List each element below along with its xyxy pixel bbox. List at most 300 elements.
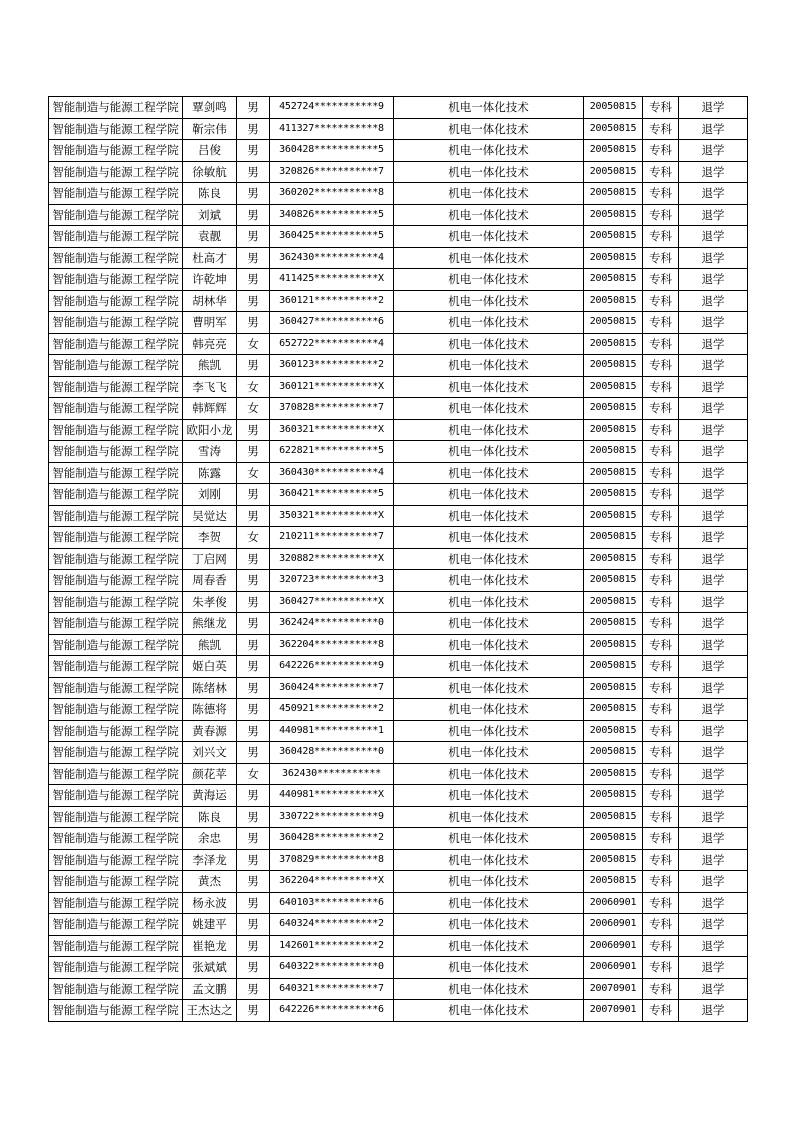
id-number-cell: 320723***********3	[270, 570, 394, 592]
gender-cell: 男	[237, 570, 270, 592]
college-cell: 智能制造与能源工程学院	[49, 140, 183, 162]
college-cell: 智能制造与能源工程学院	[49, 591, 183, 613]
enroll-date-cell: 20050815	[584, 333, 643, 355]
gender-cell: 男	[237, 118, 270, 140]
gender-cell: 女	[237, 527, 270, 549]
major-cell: 机电一体化技术	[394, 591, 584, 613]
major-cell: 机电一体化技术	[394, 204, 584, 226]
status-cell: 退学	[679, 613, 748, 635]
enroll-date-cell: 20050815	[584, 742, 643, 764]
major-cell: 机电一体化技术	[394, 914, 584, 936]
enroll-date-cell: 20050815	[584, 828, 643, 850]
table-row	[49, 742, 748, 764]
college-cell: 智能制造与能源工程学院	[49, 204, 183, 226]
major-cell: 机电一体化技术	[394, 806, 584, 828]
table-row	[49, 935, 748, 957]
major-cell: 机电一体化技术	[394, 978, 584, 1000]
level-cell: 专科	[643, 914, 679, 936]
level-cell: 专科	[643, 957, 679, 979]
table-row	[49, 699, 748, 721]
student-name-cell: 黄海运	[183, 785, 237, 807]
enroll-date-cell: 20050815	[584, 656, 643, 678]
status-cell: 退学	[679, 957, 748, 979]
student-name-cell: 熊继龙	[183, 613, 237, 635]
status-cell: 退学	[679, 742, 748, 764]
gender-cell: 男	[237, 204, 270, 226]
level-cell: 专科	[643, 720, 679, 742]
status-cell: 退学	[679, 118, 748, 140]
college-cell: 智能制造与能源工程学院	[49, 183, 183, 205]
level-cell: 专科	[643, 785, 679, 807]
status-cell: 退学	[679, 161, 748, 183]
table-row	[49, 527, 748, 549]
status-cell: 退学	[679, 763, 748, 785]
level-cell: 专科	[643, 118, 679, 140]
college-cell: 智能制造与能源工程学院	[49, 935, 183, 957]
status-cell: 退学	[679, 462, 748, 484]
gender-cell: 男	[237, 892, 270, 914]
enroll-date-cell: 20050815	[584, 398, 643, 420]
enroll-date-cell: 20050815	[584, 677, 643, 699]
id-number-cell: 340826***********5	[270, 204, 394, 226]
level-cell: 专科	[643, 226, 679, 248]
table-row	[49, 290, 748, 312]
enroll-date-cell: 20070901	[584, 978, 643, 1000]
major-cell: 机电一体化技术	[394, 871, 584, 893]
gender-cell: 男	[237, 226, 270, 248]
id-number-cell: 360425***********5	[270, 226, 394, 248]
college-cell: 智能制造与能源工程学院	[49, 613, 183, 635]
enroll-date-cell: 20050815	[584, 462, 643, 484]
student-name-cell: 陈德将	[183, 699, 237, 721]
gender-cell: 男	[237, 871, 270, 893]
table-row	[49, 677, 748, 699]
status-cell: 退学	[679, 269, 748, 291]
level-cell: 专科	[643, 97, 679, 119]
level-cell: 专科	[643, 699, 679, 721]
student-name-cell: 熊凯	[183, 634, 237, 656]
status-cell: 退学	[679, 290, 748, 312]
level-cell: 专科	[643, 484, 679, 506]
table-row	[49, 548, 748, 570]
level-cell: 专科	[643, 656, 679, 678]
table-row	[49, 828, 748, 850]
id-number-cell: 440981***********X	[270, 785, 394, 807]
id-number-cell: 370828***********7	[270, 398, 394, 420]
id-number-cell: 360321***********X	[270, 419, 394, 441]
id-number-cell: 642226***********9	[270, 656, 394, 678]
major-cell: 机电一体化技术	[394, 699, 584, 721]
college-cell: 智能制造与能源工程学院	[49, 312, 183, 334]
level-cell: 专科	[643, 247, 679, 269]
major-cell: 机电一体化技术	[394, 763, 584, 785]
college-cell: 智能制造与能源工程学院	[49, 720, 183, 742]
level-cell: 专科	[643, 161, 679, 183]
id-number-cell: 622821***********5	[270, 441, 394, 463]
student-name-cell: 刘刚	[183, 484, 237, 506]
id-number-cell: 640321***********7	[270, 978, 394, 1000]
status-cell: 退学	[679, 871, 748, 893]
status-cell: 退学	[679, 226, 748, 248]
college-cell: 智能制造与能源工程学院	[49, 871, 183, 893]
table-row	[49, 505, 748, 527]
major-cell: 机电一体化技术	[394, 118, 584, 140]
enroll-date-cell: 20050815	[584, 591, 643, 613]
level-cell: 专科	[643, 183, 679, 205]
table-row	[49, 849, 748, 871]
id-number-cell: 360121***********X	[270, 376, 394, 398]
student-name-cell: 陈绪林	[183, 677, 237, 699]
major-cell: 机电一体化技术	[394, 226, 584, 248]
student-name-cell: 杨永波	[183, 892, 237, 914]
id-number-cell: 360421***********5	[270, 484, 394, 506]
college-cell: 智能制造与能源工程学院	[49, 226, 183, 248]
level-cell: 专科	[643, 333, 679, 355]
college-cell: 智能制造与能源工程学院	[49, 484, 183, 506]
college-cell: 智能制造与能源工程学院	[49, 376, 183, 398]
enroll-date-cell: 20050815	[584, 849, 643, 871]
id-number-cell: 411425***********X	[270, 269, 394, 291]
level-cell: 专科	[643, 677, 679, 699]
level-cell: 专科	[643, 441, 679, 463]
gender-cell: 男	[237, 806, 270, 828]
student-name-cell: 熊凯	[183, 355, 237, 377]
college-cell: 智能制造与能源工程学院	[49, 247, 183, 269]
gender-cell: 女	[237, 398, 270, 420]
enroll-date-cell: 20050815	[584, 441, 643, 463]
level-cell: 专科	[643, 591, 679, 613]
enroll-date-cell: 20050815	[584, 118, 643, 140]
enroll-date-cell: 20050815	[584, 161, 643, 183]
id-number-cell: 320826***********7	[270, 161, 394, 183]
id-number-cell: 360428***********5	[270, 140, 394, 162]
major-cell: 机电一体化技术	[394, 1000, 584, 1022]
major-cell: 机电一体化技术	[394, 333, 584, 355]
college-cell: 智能制造与能源工程学院	[49, 462, 183, 484]
student-name-cell: 孟文鹏	[183, 978, 237, 1000]
college-cell: 智能制造与能源工程学院	[49, 677, 183, 699]
table-row	[49, 763, 748, 785]
table-row	[49, 97, 748, 119]
id-number-cell: 362204***********X	[270, 871, 394, 893]
id-number-cell: 210211***********7	[270, 527, 394, 549]
table-row	[49, 570, 748, 592]
college-cell: 智能制造与能源工程学院	[49, 656, 183, 678]
enroll-date-cell: 20050815	[584, 699, 643, 721]
status-cell: 退学	[679, 183, 748, 205]
gender-cell: 男	[237, 484, 270, 506]
status-cell: 退学	[679, 634, 748, 656]
level-cell: 专科	[643, 140, 679, 162]
gender-cell: 男	[237, 935, 270, 957]
major-cell: 机电一体化技术	[394, 398, 584, 420]
student-name-cell: 刘兴文	[183, 742, 237, 764]
level-cell: 专科	[643, 828, 679, 850]
level-cell: 专科	[643, 548, 679, 570]
enroll-date-cell: 20060901	[584, 914, 643, 936]
status-cell: 退学	[679, 548, 748, 570]
gender-cell: 男	[237, 742, 270, 764]
gender-cell: 女	[237, 376, 270, 398]
student-name-cell: 欧阳小龙	[183, 419, 237, 441]
status-cell: 退学	[679, 570, 748, 592]
major-cell: 机电一体化技术	[394, 785, 584, 807]
college-cell: 智能制造与能源工程学院	[49, 97, 183, 119]
enroll-date-cell: 20050815	[584, 806, 643, 828]
college-cell: 智能制造与能源工程学院	[49, 742, 183, 764]
enroll-date-cell: 20060901	[584, 957, 643, 979]
level-cell: 专科	[643, 505, 679, 527]
student-name-cell: 王杰达之	[183, 1000, 237, 1022]
college-cell: 智能制造与能源工程学院	[49, 978, 183, 1000]
table-row	[49, 634, 748, 656]
id-number-cell: 440981***********1	[270, 720, 394, 742]
gender-cell: 女	[237, 333, 270, 355]
gender-cell: 男	[237, 355, 270, 377]
table-row	[49, 118, 748, 140]
student-name-cell: 颜花苹	[183, 763, 237, 785]
id-number-cell: 360428***********2	[270, 828, 394, 850]
id-number-cell: 362430***********	[270, 763, 394, 785]
level-cell: 专科	[643, 290, 679, 312]
level-cell: 专科	[643, 355, 679, 377]
student-roster-table	[48, 96, 748, 1022]
table-row	[49, 247, 748, 269]
enroll-date-cell: 20050815	[584, 269, 643, 291]
major-cell: 机电一体化技术	[394, 290, 584, 312]
gender-cell: 男	[237, 634, 270, 656]
major-cell: 机电一体化技术	[394, 720, 584, 742]
level-cell: 专科	[643, 269, 679, 291]
gender-cell: 男	[237, 914, 270, 936]
level-cell: 专科	[643, 763, 679, 785]
gender-cell: 男	[237, 140, 270, 162]
student-name-cell: 覃剑鸣	[183, 97, 237, 119]
table-row	[49, 312, 748, 334]
major-cell: 机电一体化技术	[394, 849, 584, 871]
major-cell: 机电一体化技术	[394, 183, 584, 205]
student-name-cell: 曹明军	[183, 312, 237, 334]
enroll-date-cell: 20050815	[584, 183, 643, 205]
enroll-date-cell: 20050815	[584, 355, 643, 377]
id-number-cell: 370829***********8	[270, 849, 394, 871]
status-cell: 退学	[679, 1000, 748, 1022]
id-number-cell: 640324***********2	[270, 914, 394, 936]
table-row	[49, 720, 748, 742]
id-number-cell: 652722***********4	[270, 333, 394, 355]
enroll-date-cell: 20050815	[584, 634, 643, 656]
major-cell: 机电一体化技术	[394, 441, 584, 463]
student-name-cell: 陈良	[183, 806, 237, 828]
id-number-cell: 452724***********9	[270, 97, 394, 119]
college-cell: 智能制造与能源工程学院	[49, 161, 183, 183]
gender-cell: 男	[237, 613, 270, 635]
student-name-cell: 余忠	[183, 828, 237, 850]
status-cell: 退学	[679, 699, 748, 721]
gender-cell: 男	[237, 720, 270, 742]
table-row	[49, 484, 748, 506]
level-cell: 专科	[643, 613, 679, 635]
status-cell: 退学	[679, 204, 748, 226]
id-number-cell: 362424***********0	[270, 613, 394, 635]
enroll-date-cell: 20050815	[584, 204, 643, 226]
major-cell: 机电一体化技术	[394, 957, 584, 979]
table-row	[49, 806, 748, 828]
table-row	[49, 978, 748, 1000]
table-row	[49, 161, 748, 183]
student-name-cell: 吴觉达	[183, 505, 237, 527]
enroll-date-cell: 20050815	[584, 527, 643, 549]
major-cell: 机电一体化技术	[394, 247, 584, 269]
college-cell: 智能制造与能源工程学院	[49, 527, 183, 549]
id-number-cell: 411327***********8	[270, 118, 394, 140]
major-cell: 机电一体化技术	[394, 484, 584, 506]
table-row	[49, 914, 748, 936]
status-cell: 退学	[679, 140, 748, 162]
major-cell: 机电一体化技术	[394, 742, 584, 764]
major-cell: 机电一体化技术	[394, 269, 584, 291]
table-row	[49, 419, 748, 441]
status-cell: 退学	[679, 97, 748, 119]
student-name-cell: 靳宗伟	[183, 118, 237, 140]
college-cell: 智能制造与能源工程学院	[49, 785, 183, 807]
status-cell: 退学	[679, 914, 748, 936]
enroll-date-cell: 20050815	[584, 290, 643, 312]
enroll-date-cell: 20050815	[584, 226, 643, 248]
level-cell: 专科	[643, 742, 679, 764]
student-name-cell: 姬白英	[183, 656, 237, 678]
status-cell: 退学	[679, 849, 748, 871]
enroll-date-cell: 20050815	[584, 247, 643, 269]
college-cell: 智能制造与能源工程学院	[49, 828, 183, 850]
enroll-date-cell: 20050815	[584, 97, 643, 119]
status-cell: 退学	[679, 484, 748, 506]
student-name-cell: 李贺	[183, 527, 237, 549]
status-cell: 退学	[679, 828, 748, 850]
status-cell: 退学	[679, 505, 748, 527]
table-row	[49, 871, 748, 893]
college-cell: 智能制造与能源工程学院	[49, 118, 183, 140]
level-cell: 专科	[643, 849, 679, 871]
table-row	[49, 398, 748, 420]
id-number-cell: 642226***********6	[270, 1000, 394, 1022]
major-cell: 机电一体化技术	[394, 570, 584, 592]
id-number-cell: 142601***********2	[270, 935, 394, 957]
level-cell: 专科	[643, 527, 679, 549]
level-cell: 专科	[643, 978, 679, 1000]
gender-cell: 男	[237, 312, 270, 334]
college-cell: 智能制造与能源工程学院	[49, 763, 183, 785]
gender-cell: 男	[237, 677, 270, 699]
id-number-cell: 360430***********4	[270, 462, 394, 484]
enroll-date-cell: 20050815	[584, 613, 643, 635]
roster-body	[49, 97, 748, 1022]
gender-cell: 男	[237, 247, 270, 269]
status-cell: 退学	[679, 892, 748, 914]
college-cell: 智能制造与能源工程学院	[49, 570, 183, 592]
enroll-date-cell: 20050815	[584, 785, 643, 807]
major-cell: 机电一体化技术	[394, 312, 584, 334]
student-name-cell: 雪涛	[183, 441, 237, 463]
enroll-date-cell: 20070901	[584, 1000, 643, 1022]
student-name-cell: 张斌斌	[183, 957, 237, 979]
enroll-date-cell: 20050815	[584, 763, 643, 785]
gender-cell: 男	[237, 785, 270, 807]
table-row	[49, 957, 748, 979]
status-cell: 退学	[679, 677, 748, 699]
student-name-cell: 韩辉辉	[183, 398, 237, 420]
college-cell: 智能制造与能源工程学院	[49, 505, 183, 527]
student-name-cell: 黄春源	[183, 720, 237, 742]
status-cell: 退学	[679, 935, 748, 957]
table-row	[49, 355, 748, 377]
level-cell: 专科	[643, 570, 679, 592]
level-cell: 专科	[643, 312, 679, 334]
college-cell: 智能制造与能源工程学院	[49, 1000, 183, 1022]
student-name-cell: 姚建平	[183, 914, 237, 936]
table-row	[49, 140, 748, 162]
level-cell: 专科	[643, 462, 679, 484]
college-cell: 智能制造与能源工程学院	[49, 419, 183, 441]
status-cell: 退学	[679, 591, 748, 613]
status-cell: 退学	[679, 785, 748, 807]
table-row	[49, 333, 748, 355]
student-name-cell: 刘斌	[183, 204, 237, 226]
id-number-cell: 640103***********6	[270, 892, 394, 914]
major-cell: 机电一体化技术	[394, 97, 584, 119]
major-cell: 机电一体化技术	[394, 677, 584, 699]
enroll-date-cell: 20050815	[584, 871, 643, 893]
gender-cell: 男	[237, 183, 270, 205]
student-name-cell: 杜高才	[183, 247, 237, 269]
student-name-cell: 朱孝俊	[183, 591, 237, 613]
college-cell: 智能制造与能源工程学院	[49, 634, 183, 656]
student-name-cell: 陈露	[183, 462, 237, 484]
enroll-date-cell: 20050815	[584, 419, 643, 441]
major-cell: 机电一体化技术	[394, 376, 584, 398]
status-cell: 退学	[679, 247, 748, 269]
college-cell: 智能制造与能源工程学院	[49, 914, 183, 936]
id-number-cell: 360427***********6	[270, 312, 394, 334]
enroll-date-cell: 20050815	[584, 720, 643, 742]
id-number-cell: 360424***********7	[270, 677, 394, 699]
status-cell: 退学	[679, 333, 748, 355]
gender-cell: 男	[237, 978, 270, 1000]
status-cell: 退学	[679, 720, 748, 742]
major-cell: 机电一体化技术	[394, 656, 584, 678]
student-name-cell: 胡林华	[183, 290, 237, 312]
status-cell: 退学	[679, 978, 748, 1000]
student-name-cell: 丁启网	[183, 548, 237, 570]
college-cell: 智能制造与能源工程学院	[49, 957, 183, 979]
id-number-cell: 640322***********0	[270, 957, 394, 979]
level-cell: 专科	[643, 806, 679, 828]
level-cell: 专科	[643, 935, 679, 957]
college-cell: 智能制造与能源工程学院	[49, 699, 183, 721]
status-cell: 退学	[679, 312, 748, 334]
major-cell: 机电一体化技术	[394, 828, 584, 850]
gender-cell: 男	[237, 97, 270, 119]
id-number-cell: 350321***********X	[270, 505, 394, 527]
college-cell: 智能制造与能源工程学院	[49, 355, 183, 377]
gender-cell: 女	[237, 462, 270, 484]
student-name-cell: 许乾坤	[183, 269, 237, 291]
level-cell: 专科	[643, 1000, 679, 1022]
table-row	[49, 462, 748, 484]
table-row	[49, 183, 748, 205]
status-cell: 退学	[679, 527, 748, 549]
table-row	[49, 656, 748, 678]
